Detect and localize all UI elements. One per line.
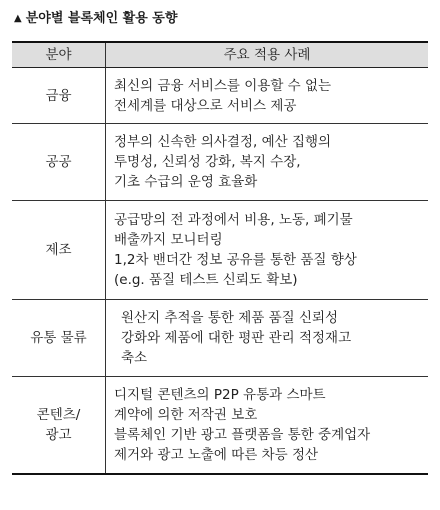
field-cell: 공공 xyxy=(12,124,106,200)
case-line: 공급망의 전 과정에서 비용, 노동, 폐기물 xyxy=(114,212,353,228)
cases-cell xyxy=(106,300,428,376)
case-line: 최신의 금융 서비스를 이용할 수 없는 xyxy=(114,77,332,94)
title-text: 분야별 블록체인 활용 동향 xyxy=(25,11,178,26)
case-line: 계약에 의한 저작권 보호 xyxy=(114,407,258,423)
table-row-manufacturing xyxy=(12,200,428,299)
case-line: 제거와 광고 노출에 따른 차등 정산 xyxy=(114,447,319,463)
table-row-public xyxy=(12,123,428,200)
cases-cell xyxy=(106,68,428,123)
field-cell: 제조 xyxy=(12,201,106,299)
header-field: 분야 xyxy=(12,43,106,67)
cases-cell xyxy=(106,377,428,473)
case-line: 1,2차 밴더간 정보 공유를 통한 품질 향상 xyxy=(114,252,357,268)
field-cell: 금융 xyxy=(12,68,106,123)
field-cell: 유통 물류 xyxy=(12,300,106,376)
case-line: 투명성, 신뢰성 강화, 복지 수장, xyxy=(114,154,301,170)
table-row-logistics xyxy=(12,299,428,376)
cases-cell xyxy=(106,201,428,299)
table-row-content-ads xyxy=(12,376,428,473)
case-line: 원산지 추적을 통한 제품 품질 신뢰성 xyxy=(121,310,339,326)
cases-cell xyxy=(106,124,428,200)
case-line: 기초 수급의 운영 효율화 xyxy=(114,174,258,190)
case-line: 강화와 제품에 대한 평판 관리 적정재고 xyxy=(121,330,352,346)
header-cases: 주요 적용 사례 xyxy=(223,47,311,63)
case-line: 정부의 신속한 의사결정, 예산 집행의 xyxy=(114,134,332,150)
usage-table xyxy=(12,41,428,475)
triangle-bullet-icon: ▲ xyxy=(14,13,22,24)
case-line: 축소 xyxy=(121,350,148,366)
case-line: 전세계를 대상으로 서비스 제공 xyxy=(114,97,297,114)
field-cell: 콘텐츠/ 광고 xyxy=(12,377,106,473)
table-row-finance xyxy=(12,67,428,123)
table-header-row xyxy=(12,43,428,67)
case-line: 배출까지 모니터링 xyxy=(114,232,223,248)
case-line: 블록체인 기반 광고 플랫폼을 통한 중계업자 xyxy=(114,427,371,443)
case-line: 디지털 콘텐츠의 P2P 유통과 스마트 xyxy=(114,387,326,403)
case-line: (e.g. 품질 테스트 신뢰도 확보) xyxy=(114,272,298,288)
page-title xyxy=(14,7,177,26)
